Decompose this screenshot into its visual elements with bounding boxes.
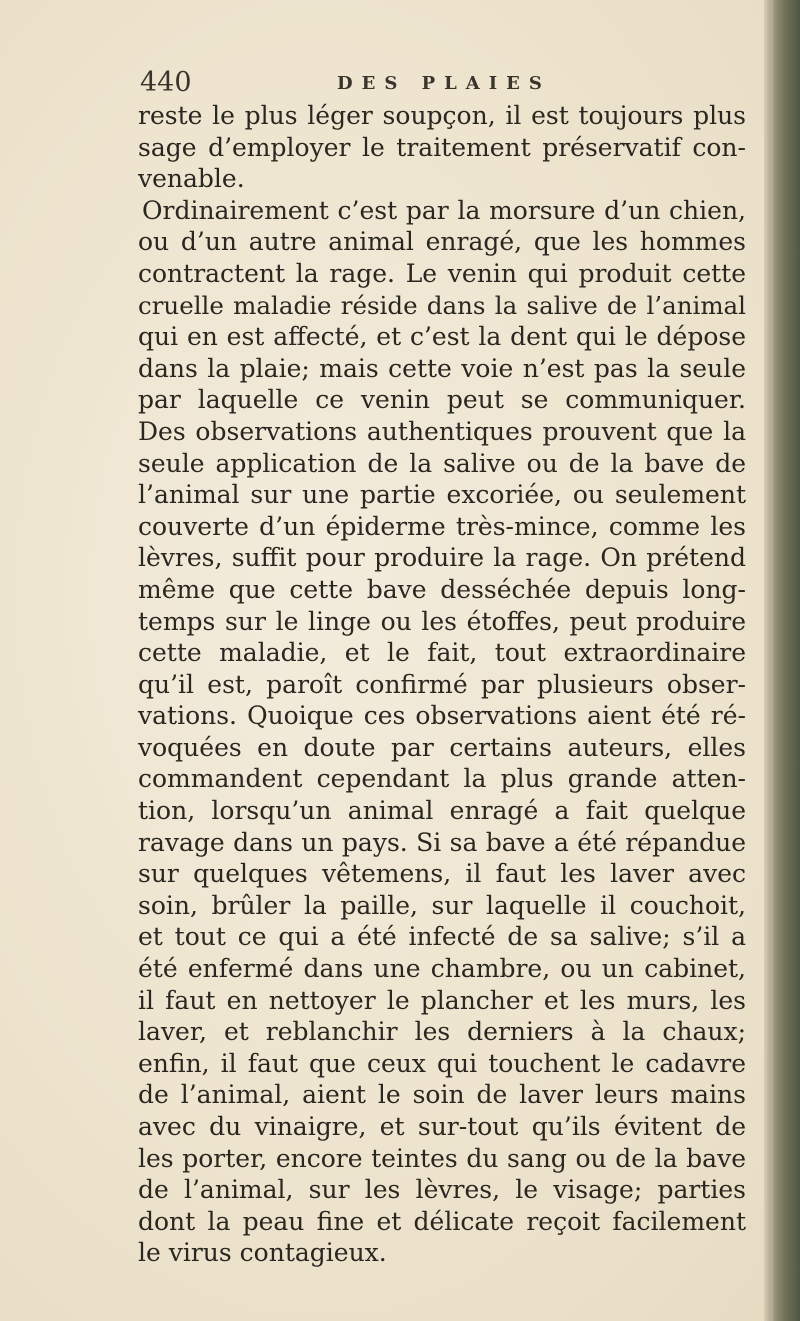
- text-line: tion, lorsqu’un animal enragé a fait quelque: [138, 796, 746, 826]
- text-line: le virus contagieux.: [138, 1238, 387, 1268]
- text-line: cette maladie, et le fait, tout extraordinaire: [138, 638, 746, 668]
- text-line: enfin, il faut que ceux qui touchent le cadavre: [138, 1048, 746, 1078]
- text-line: seule application de la salive ou de la bave de: [138, 448, 746, 478]
- text-line: ravage dans un pays. Si sa bave a été répandue: [138, 827, 746, 857]
- text-line: de l’animal, aient le soin de laver leurs mains: [138, 1080, 746, 1110]
- text-line: dans la plaie; mais cette voie n’est pas la seule: [138, 353, 746, 383]
- text-line: soin, brûler la paille, sur laquelle il couchoit,: [138, 890, 746, 920]
- text-line: ou d’un autre animal enragé, que les hommes: [138, 227, 746, 257]
- text-line: voquées en doute par certains auteurs, elles: [138, 732, 746, 762]
- text-line: vations. Quoique ces observations aient été ré-: [138, 701, 746, 731]
- page-header: [140, 68, 740, 100]
- running-head: DES PLAIES: [337, 73, 551, 94]
- text-line: contractent la rage. Le venin qui produit cette: [138, 258, 746, 288]
- text-line: venable.: [138, 164, 245, 194]
- page-number: 440: [140, 67, 192, 98]
- text-line: il faut en nettoyer le plancher et les murs, les: [138, 985, 746, 1015]
- text-line: qui en est affecté, et c’est la dent qui le dépose: [138, 322, 746, 352]
- text-line: Ordinairement c’est par la morsure d’un chien,: [142, 195, 746, 225]
- text-line: avec du vinaigre, et sur-tout qu’ils évitent de: [138, 1112, 746, 1141]
- text-line: été enfermé dans une chambre, ou un cabinet,: [138, 954, 746, 984]
- text-line: temps sur le linge ou les étoffes, peut produire: [138, 606, 746, 636]
- text-line: reste le plus léger soupçon, il est toujours plus: [138, 101, 746, 130]
- text-line: cruelle maladie réside dans la salive de l’animal: [138, 290, 746, 320]
- text-line: les porter, encore teintes du sang ou de la bave: [138, 1143, 746, 1173]
- text-line: laver, et reblanchir les derniers à la chaux;: [138, 1017, 746, 1047]
- page-edge: [764, 0, 800, 1321]
- text-line: l’animal sur une partie excoriée, ou seulement: [138, 480, 746, 510]
- text-line: couverte d’un épiderme très-mince, comme les: [138, 511, 746, 541]
- text-line: lèvres, suffit pour produire la rage. On prétend: [138, 543, 746, 573]
- body-text: [138, 100, 746, 1269]
- text-line: de l’animal, sur les lèvres, le visage; parties: [138, 1175, 746, 1205]
- text-line: même que cette bave desséchée depuis long-: [138, 574, 746, 604]
- text-line: commandent cependant la plus grande atten-: [138, 764, 746, 794]
- text-line: Des observations authentiques prouvent que la: [138, 416, 746, 446]
- text-line: sage d’employer le traitement préservatif con-: [138, 132, 746, 162]
- text-line: dont la peau fine et délicate reçoit facilement: [138, 1206, 746, 1236]
- text-line: par laquelle ce venin peut se communiquer.: [138, 385, 746, 415]
- text-line: sur quelques vêtemens, il faut les laver avec: [138, 859, 746, 889]
- text-line: et tout ce qui a été infecté de sa salive; s’il a: [138, 922, 746, 952]
- text-line: qu’il est, paroît confirmé par plusieurs obser-: [138, 669, 746, 699]
